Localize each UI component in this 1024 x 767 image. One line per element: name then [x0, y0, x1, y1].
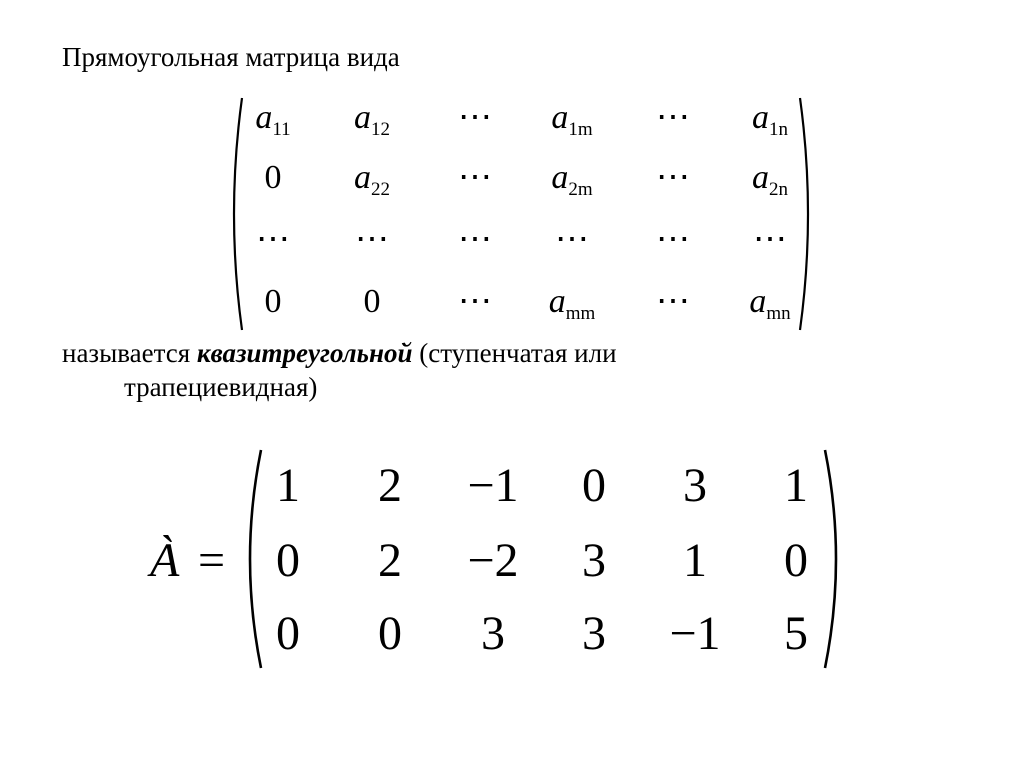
matrix-label: À [150, 534, 180, 587]
entry-symbol: a [354, 99, 371, 136]
matrix-entry [255, 98, 290, 138]
matrix-entry: ⋯ [458, 283, 492, 320]
entry-symbol: a [752, 99, 769, 136]
matrix-entry: 2 [378, 534, 402, 587]
entry-subscript: mn [766, 303, 791, 324]
matrix-entry: ⋯ [458, 159, 492, 196]
matrix-entry: 1 [784, 459, 808, 512]
matrix-entry: ⋯ [458, 99, 492, 136]
equals-sign: = [198, 534, 226, 587]
caption-text-start: называется [62, 338, 197, 368]
entry-subscript: 1n [769, 119, 788, 140]
matrix-entry [549, 282, 596, 322]
entry-subscript: 22 [371, 179, 390, 200]
matrix-entry: ⋯ [753, 221, 787, 258]
matrix-entry: ⋯ [656, 159, 690, 196]
matrix-entry [551, 158, 592, 198]
matrix-entry: 0 [378, 607, 402, 660]
caption [62, 336, 617, 404]
matrix-entry: ⋯ [555, 221, 589, 258]
caption-text-end: (ступенчатая или [412, 338, 617, 368]
matrix-entry [749, 282, 790, 322]
matrix-entry: 3 [582, 534, 606, 587]
entry-symbol: a [749, 283, 767, 320]
matrix-entry: ⋯ [256, 221, 290, 258]
matrix-entry: −1 [669, 607, 721, 660]
matrix-entry: 0 [784, 534, 808, 587]
matrix-entry: ⋯ [355, 221, 389, 258]
matrix-entry [551, 98, 592, 138]
matrix-entry: 0 [363, 283, 381, 320]
matrix-entry [752, 158, 788, 198]
matrix-entry: 1 [276, 459, 300, 512]
matrix-entry: ⋯ [656, 99, 690, 136]
entry-symbol: a [255, 99, 273, 136]
entry-symbol: a [551, 99, 569, 136]
entry-subscript: 2m [568, 179, 593, 200]
matrix-entry: 3 [582, 607, 606, 660]
matrix-entry: 0 [582, 459, 606, 512]
matrix-entry: 2 [378, 459, 402, 512]
matrix-entry [354, 98, 390, 138]
entry-symbol: a [551, 159, 569, 196]
caption-term: квазитреугольной [196, 338, 413, 368]
right-parenthesis [820, 446, 852, 672]
right-parenthesis [796, 94, 820, 334]
matrix-entry: −1 [467, 459, 519, 512]
left-parenthesis [234, 446, 266, 672]
entry-symbol: a [548, 283, 566, 320]
matrix-entry [752, 98, 788, 138]
matrix-entry: ⋯ [458, 221, 492, 258]
caption-line-2: трапециевидная) [124, 372, 318, 402]
entry-subscript: mm [565, 303, 596, 324]
matrix-entry: 5 [784, 607, 808, 660]
entry-subscript: 12 [371, 119, 390, 140]
matrix-entry: 0 [264, 159, 282, 196]
entry-subscript: 2n [769, 179, 788, 200]
matrix-entry: 0 [276, 534, 300, 587]
matrix-entry: 3 [481, 607, 505, 660]
matrix-entry: −2 [467, 534, 519, 587]
matrix-entry: 0 [264, 283, 282, 320]
heading: Прямоугольная матрица вида [62, 42, 400, 72]
entry-symbol: a [752, 159, 769, 196]
left-parenthesis [222, 94, 246, 334]
matrix-entry: 3 [683, 459, 707, 512]
matrix-entry: 0 [276, 607, 300, 660]
matrix-entry: 1 [683, 534, 707, 587]
entry-subscript: 1m [568, 119, 593, 140]
entry-subscript: 11 [272, 119, 291, 140]
matrix-entry [354, 158, 390, 198]
matrix-entry: ⋯ [656, 283, 690, 320]
matrix-entry: ⋯ [656, 221, 690, 258]
entry-symbol: a [354, 159, 371, 196]
